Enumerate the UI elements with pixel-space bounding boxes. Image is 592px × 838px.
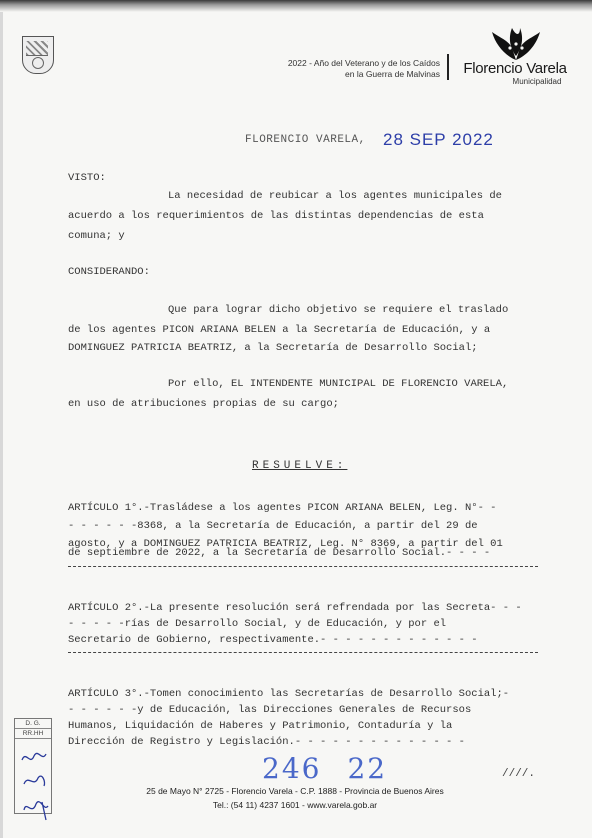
fill-dash-line xyxy=(68,652,538,653)
article-1-line: ARTÍCULO 1°.-Trasládese a los agentes PICON ARIANA BELEN, Leg. N°- - xyxy=(68,502,497,514)
article-2-line: - - - - -rías de Desarrollo Social, y de Educación, y por el xyxy=(68,618,447,630)
footer-contact: Tel.: (54 11) 4237 1601 - www.varela.gob.ar xyxy=(212,800,378,810)
page-edge-shadow xyxy=(0,0,3,838)
hr-stamp-row: D. G. xyxy=(15,719,51,729)
municipality-subtitle: Municipalidad xyxy=(512,77,562,86)
article-1-line: agosto, y a DOMINGUEZ PATRICIA BEATRIZ, Leg. N° 8369, a partir del 01 xyxy=(68,538,503,550)
municipality-name: Florencio Varela xyxy=(463,60,567,77)
visto-heading: VISTO: xyxy=(68,172,106,184)
considerando-line: Por ello, EL INTENDENTE MUNICIPAL DE FLORENCIO VARELA, xyxy=(168,378,509,390)
considerando-line: DOMINGUEZ PATRICIA BEATRIZ, a la Secretaría de Desarrollo Social; xyxy=(68,342,478,354)
article-2-line: Secretario de Gobierno, respectivamente.- - - - - - - - - - - - - xyxy=(68,634,478,646)
resuelve-heading: RESUELVE: xyxy=(252,460,348,472)
considerando-line: Que para lograr dicho objetivo se requiere el traslado xyxy=(168,304,509,316)
article-3-line: ARTÍCULO 3°.-Tomen conocimiento las Secretarías de Desarrollo Social;- xyxy=(68,688,510,700)
date-stamp: 28 SEP 2022 xyxy=(383,130,494,149)
resolution-number: 246 xyxy=(262,752,322,785)
municipal-crest-icon xyxy=(22,36,54,74)
article-1-line: de septiembre de 2022, a la Secretaría de Desarrollo Social.- - - - xyxy=(68,547,491,559)
year-motto-line2: en la Guerra de Malvinas xyxy=(345,69,440,79)
visto-line: acuerdo a los requerimientos de las distintas dependencias de esta xyxy=(68,210,484,222)
handwritten-initials-icon xyxy=(16,746,52,826)
fill-dash-line xyxy=(68,566,538,567)
article-3-line: - - - - - -y de Educación, las Direcciones Generales de Recursos xyxy=(68,704,472,716)
considerando-heading: CONSIDERANDO: xyxy=(68,266,150,278)
article-3-line: Dirección de Registro y Legislación.- - - - - - - - - - - - - - xyxy=(68,736,465,748)
visto-line: La necesidad de reubicar a los agentes municipales de xyxy=(168,190,502,202)
header-divider xyxy=(447,54,449,80)
article-2-line: ARTÍCULO 2°.-La presente resolución será refrendada por las Secreta- - - xyxy=(68,602,522,614)
resolution-number-stamp xyxy=(262,752,387,785)
scan-top-edge xyxy=(0,0,592,12)
resolution-year: 22 xyxy=(347,752,388,785)
footer-address: 25 de Mayo N° 2725 - Florencio Varela - C.P. 1888 - Provincia de Buenos Aires xyxy=(146,786,444,796)
florencio-varela-logo-icon xyxy=(488,26,544,62)
closing-slashes: ////. xyxy=(502,768,536,780)
article-1-line: - - - - - -8368, a la Secretaría de Educación, a partir del 29 de xyxy=(68,520,478,532)
visto-line: comuna; y xyxy=(68,230,125,242)
considerando-line: de los agentes PICON ARIANA BELEN a la Secretaría de Educación, y a xyxy=(68,324,491,336)
year-motto-line1: 2022 - Año del Veterano y de los Caídos xyxy=(287,58,440,68)
hr-stamp-row: RR.HH xyxy=(15,729,51,739)
considerando-line: en uso de atribuciones propias de su cargo; xyxy=(68,398,339,410)
year-motto xyxy=(245,58,440,80)
place-line: FLORENCIO VARELA, xyxy=(245,134,366,146)
article-3-line: Humanos, Liquidación de Haberes y Patrimonio, Contaduría y la xyxy=(68,720,453,732)
